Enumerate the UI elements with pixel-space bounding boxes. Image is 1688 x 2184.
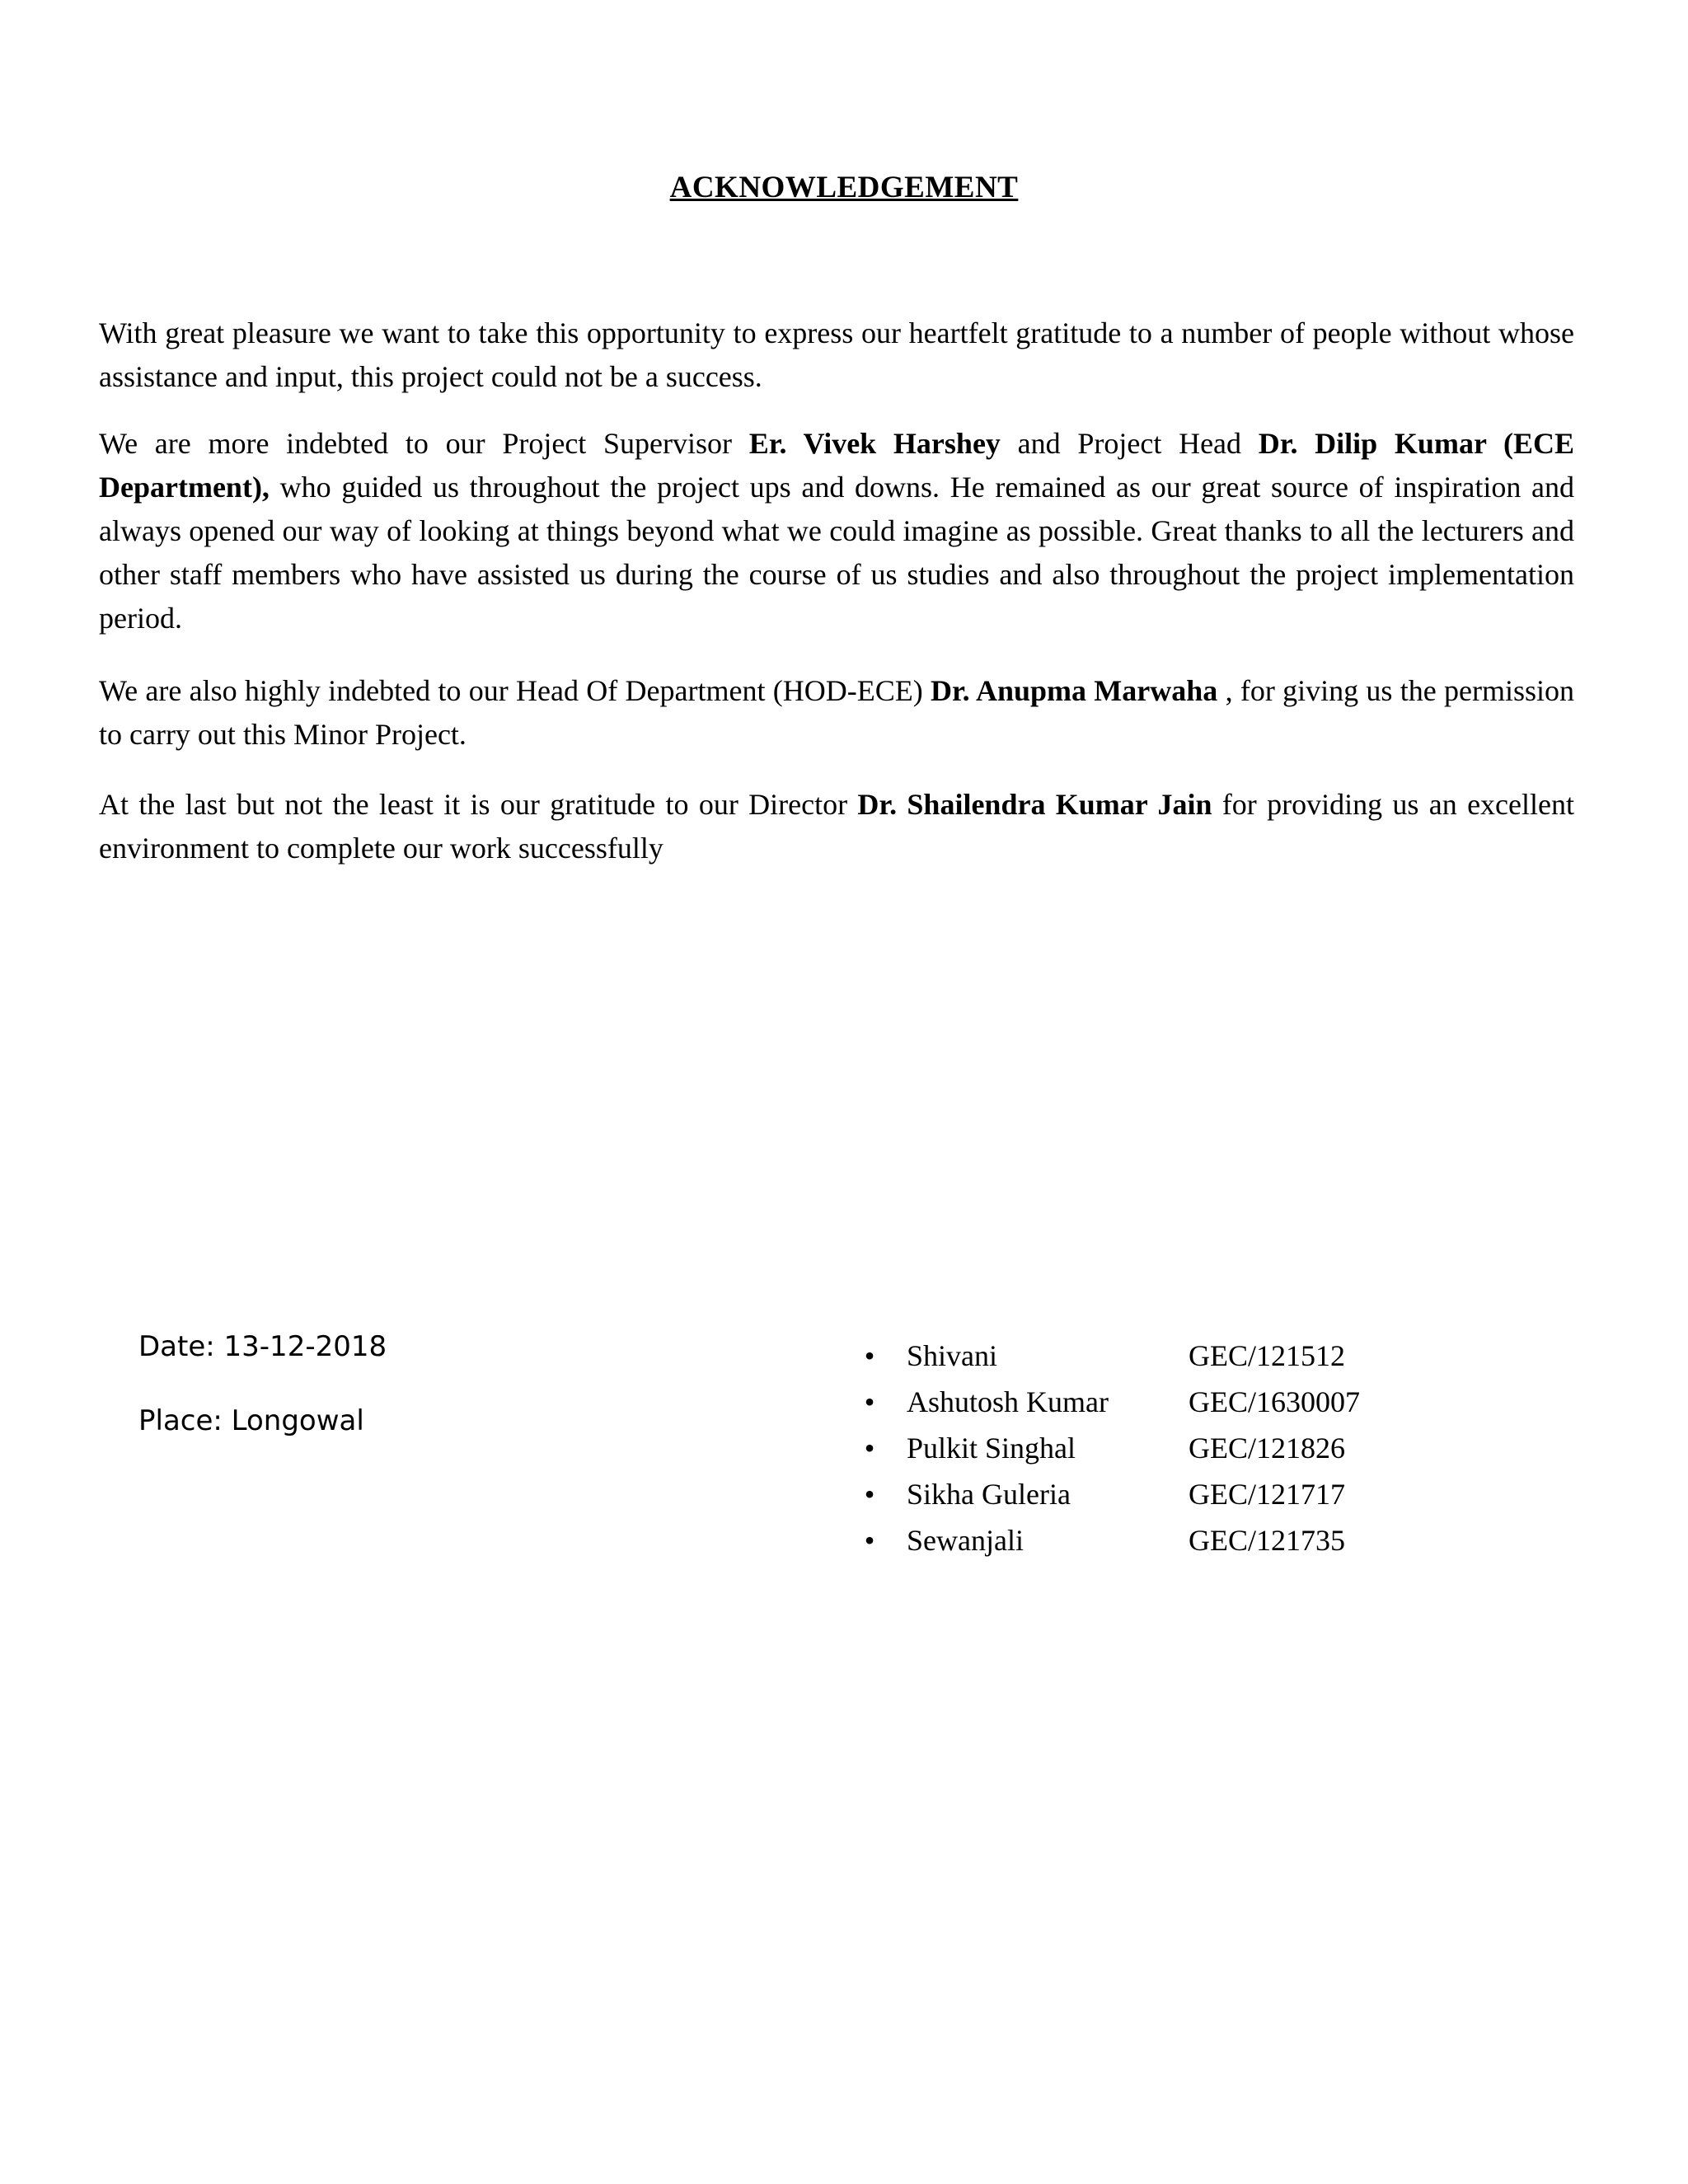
page-title: ACKNOWLEDGEMENT xyxy=(669,171,1019,204)
paragraph-intro-text: With great pleasure we want to take this opportunity to express our heartfelt gratitude to a number of people without whose assistance and input, this project could not be a success. xyxy=(99,316,1574,393)
paragraph-hod-text-2: , for giving us the permission to carry out this Minor Project. xyxy=(99,674,1574,751)
member-name: Sikha Guleria xyxy=(907,1478,1071,1511)
member-name: Pulkit Singhal xyxy=(907,1432,1076,1465)
member-id: GEC/121735 xyxy=(1189,1524,1346,1557)
paragraph-supervisor-text-2: and Project Head xyxy=(1000,427,1259,460)
director-name: Dr. Shailendra Kumar Jain xyxy=(857,788,1212,821)
bullet-icon: • xyxy=(864,1432,875,1465)
date-label: Date: 13-12-2018 xyxy=(138,1330,387,1363)
paragraph-supervisor-text-1: We are more indebted to our Project Supervisor xyxy=(99,427,749,460)
supervisor-name: Er. Vivek Harshey xyxy=(748,427,1001,460)
paragraph-director-text-2: for providing us an excellent environment to complete our work successfully xyxy=(99,788,1574,865)
member-name: Shivani xyxy=(907,1339,998,1372)
paragraph-director xyxy=(99,783,1574,870)
member-id: GEC/121512 xyxy=(1189,1339,1346,1372)
member-name: Sewanjali xyxy=(907,1524,1024,1557)
paragraph-hod-text-1: We are also highly indebted to our Head Of Department (HOD-ECE) xyxy=(99,674,931,707)
place-label: Place: Longowal xyxy=(138,1404,364,1437)
paragraph-director-text-1: At the last but not the least it is our gratitude to our Director xyxy=(99,788,858,821)
bullet-icon: • xyxy=(864,1478,875,1511)
member-id: GEC/1630007 xyxy=(1189,1385,1361,1418)
project-head-name: Dr. Dilip Kumar (ECE Department), xyxy=(99,427,1575,504)
paragraph-intro xyxy=(99,312,1574,399)
member-name: Ashutosh Kumar xyxy=(907,1385,1109,1418)
hod-name: Dr. Anupma Marwaha xyxy=(930,674,1218,707)
paragraph-supervisor xyxy=(99,422,1574,640)
bullet-icon: • xyxy=(864,1524,875,1557)
bullet-icon: • xyxy=(864,1339,875,1372)
paragraph-supervisor-text-3: who guided us throughout the project ups and downs. He remained as our great source of inspiration and always opened our way of looking at things beyond what we could imagine as possible. Great thanks to all the lecturers and other staff members who have assisted us during the course of us studies and also throughout the project implementation period. xyxy=(99,471,1574,635)
member-id: GEC/121717 xyxy=(1189,1478,1346,1511)
bullet-icon: • xyxy=(864,1385,875,1418)
member-id: GEC/121826 xyxy=(1189,1432,1346,1465)
paragraph-hod xyxy=(99,669,1574,757)
